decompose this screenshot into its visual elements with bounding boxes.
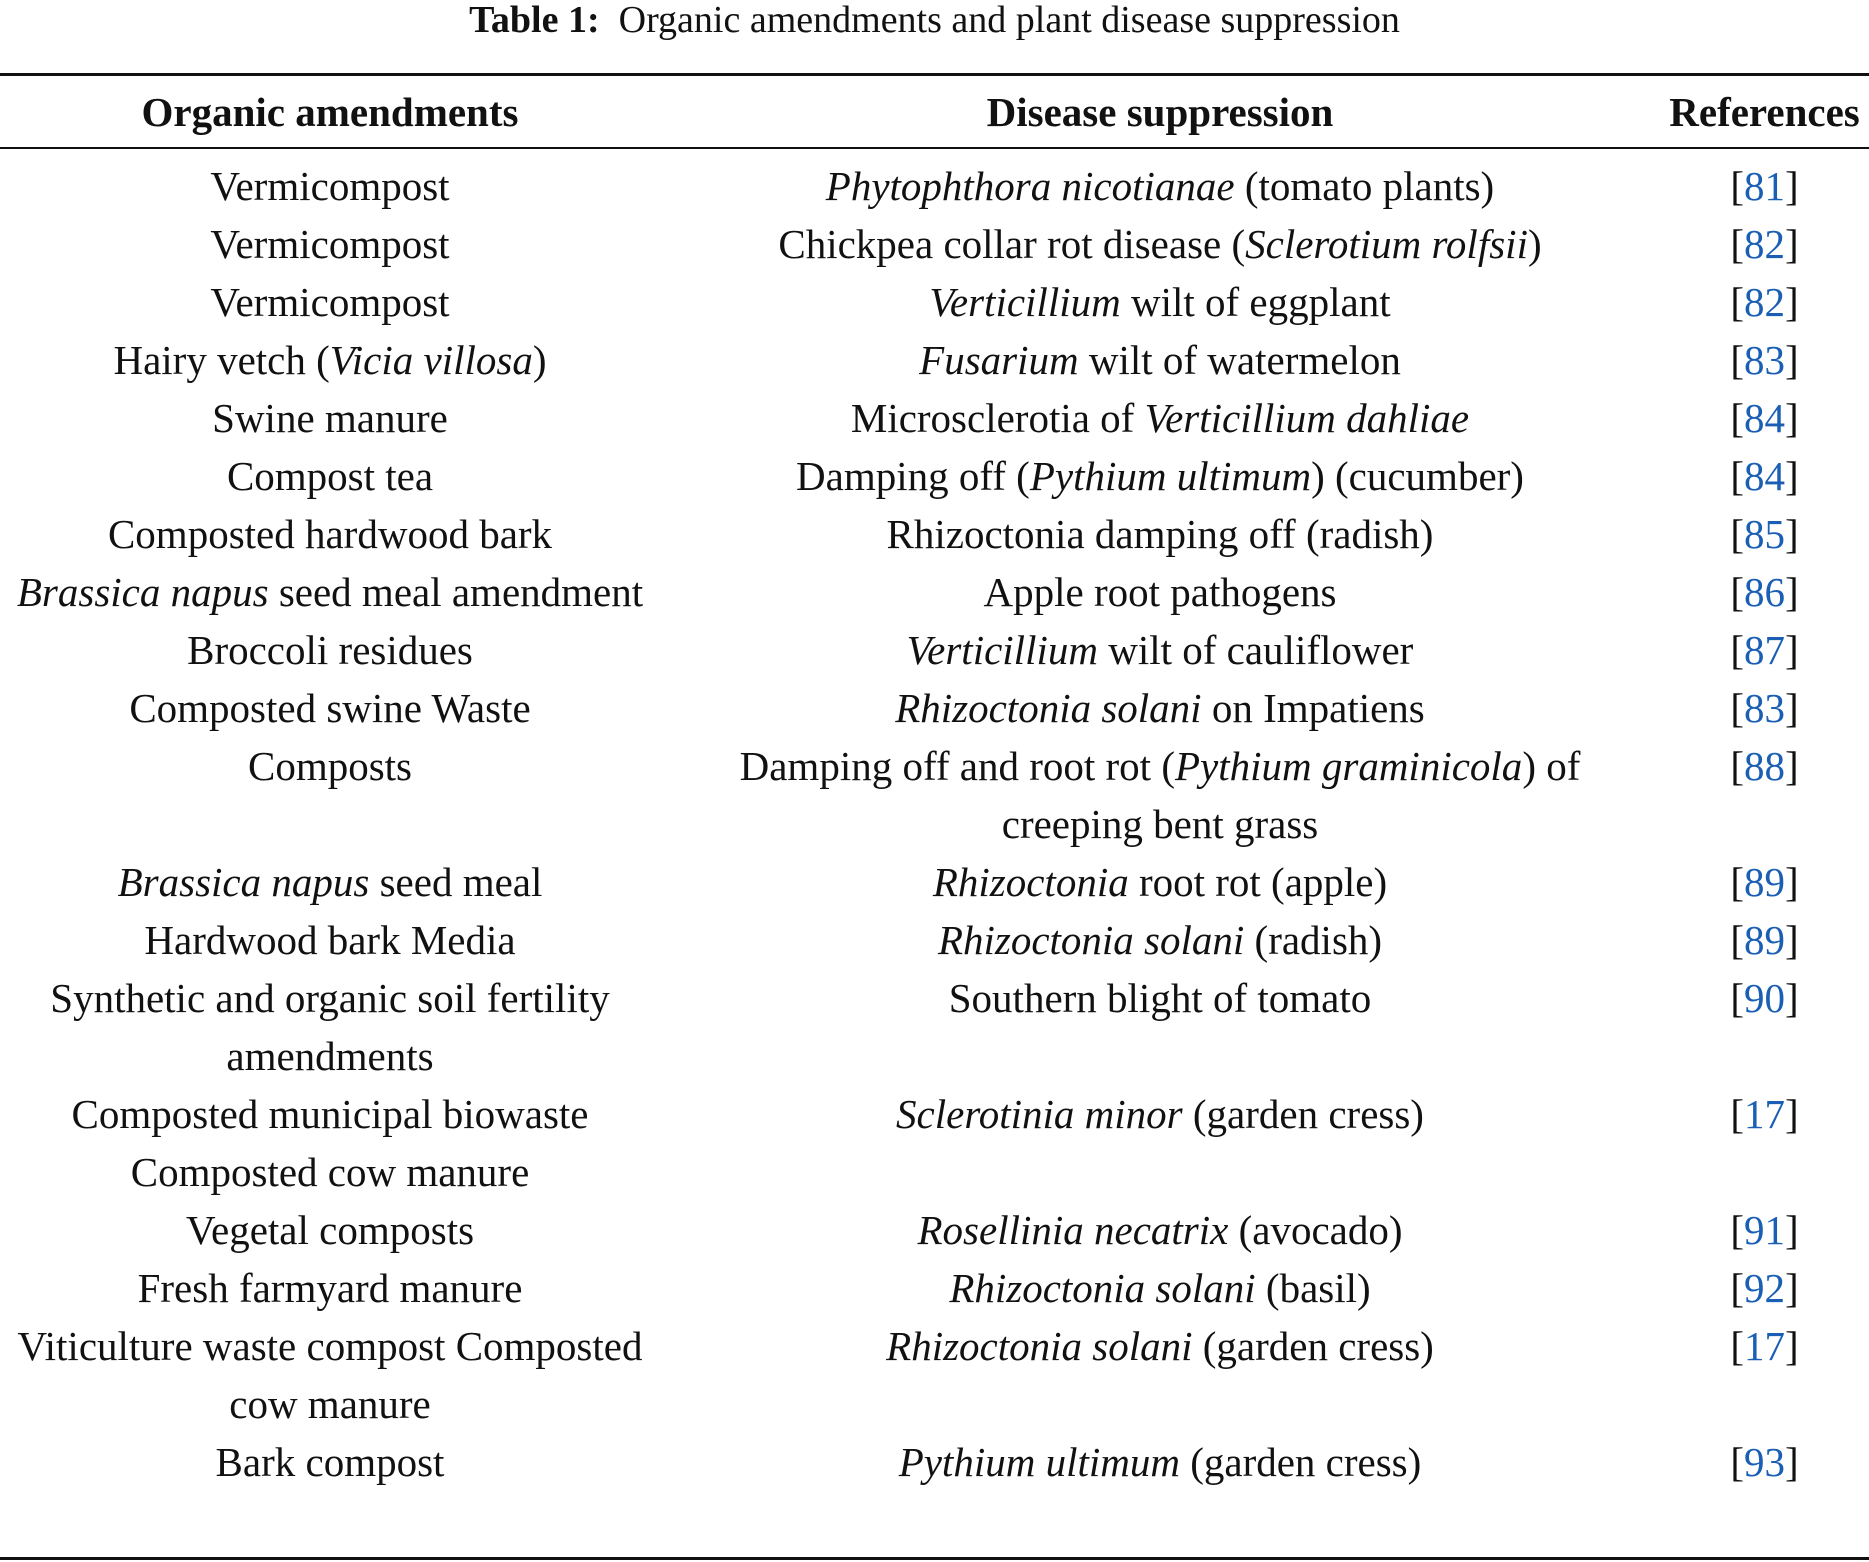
header-organic-amendments: Organic amendments xyxy=(141,88,519,135)
amendment-cell xyxy=(0,1085,660,1201)
text-run: Synthetic and organic soil fertility amendments xyxy=(50,975,610,1079)
italic-name: Verticillium xyxy=(929,279,1121,325)
amendment-cell xyxy=(0,1259,660,1317)
table-row xyxy=(0,621,1869,679)
open-bracket: [ xyxy=(1730,1207,1744,1253)
open-bracket: [ xyxy=(1730,163,1744,209)
reference-link[interactable]: 87 xyxy=(1744,627,1785,673)
italic-name: Pythium ultimum xyxy=(898,1439,1180,1485)
italic-name: Brassica napus xyxy=(16,569,269,615)
open-bracket: [ xyxy=(1730,1323,1744,1369)
open-bracket: [ xyxy=(1730,685,1744,731)
disease-cell xyxy=(660,911,1660,969)
italic-name: Pythium graminicola xyxy=(1174,743,1523,789)
open-bracket: [ xyxy=(1730,975,1744,1021)
disease-cell xyxy=(660,447,1660,505)
italic-name: Pythium ultimum xyxy=(1029,453,1312,499)
text-run: seed meal xyxy=(369,859,543,905)
text-run: Vermicompost xyxy=(210,279,450,325)
open-bracket: [ xyxy=(1730,1439,1744,1485)
close-bracket: ] xyxy=(1785,627,1799,673)
reference-link[interactable]: 91 xyxy=(1744,1207,1785,1253)
close-bracket: ] xyxy=(1785,917,1799,963)
text-run: Composts xyxy=(247,743,413,789)
open-bracket: [ xyxy=(1730,743,1744,789)
reference-cell xyxy=(1660,1201,1869,1259)
table-row xyxy=(0,273,1869,331)
amendment-cell xyxy=(0,1317,660,1433)
reference-link[interactable]: 89 xyxy=(1744,917,1785,963)
text-run: Southern blight of tomato xyxy=(948,975,1372,1021)
reference-cell xyxy=(1660,1259,1869,1317)
open-bracket: [ xyxy=(1730,859,1744,905)
amendment-cell xyxy=(0,273,660,331)
reference-cell xyxy=(1660,1317,1869,1433)
header-disease-suppression: Disease suppression xyxy=(986,88,1334,135)
close-bracket: ] xyxy=(1785,337,1799,383)
reference-cell xyxy=(1660,853,1869,911)
text-run: Hairy vetch ( xyxy=(113,337,330,383)
header-references: References xyxy=(1669,88,1860,135)
close-bracket: ] xyxy=(1785,279,1799,325)
reference-link[interactable]: 84 xyxy=(1744,395,1785,441)
reference-cell xyxy=(1660,1085,1869,1201)
open-bracket: [ xyxy=(1730,337,1744,383)
disease-cell xyxy=(660,1317,1660,1433)
reference-link[interactable]: 81 xyxy=(1744,163,1785,209)
close-bracket: ] xyxy=(1785,975,1799,1021)
reference-cell xyxy=(1660,505,1869,563)
disease-cell xyxy=(660,1259,1660,1317)
close-bracket: ] xyxy=(1785,1439,1799,1485)
text-run: Chickpea collar rot disease ( xyxy=(778,221,1246,267)
open-bracket: [ xyxy=(1730,221,1744,267)
open-bracket: [ xyxy=(1730,1265,1744,1311)
text-run: (garden cress) xyxy=(1182,1091,1424,1137)
disease-cell xyxy=(660,505,1660,563)
reference-cell xyxy=(1660,621,1869,679)
italic-name: Rhizoctonia solani xyxy=(886,1323,1193,1369)
reference-link[interactable]: 83 xyxy=(1744,337,1785,383)
italic-name: Rhizoctonia xyxy=(932,859,1129,905)
text-run: Compost tea xyxy=(226,453,434,499)
text-run: Hardwood bark Media xyxy=(144,917,516,963)
text-run: (garden cress) xyxy=(1192,1323,1434,1369)
text-run: ) (cucumber) xyxy=(1311,453,1524,499)
close-bracket: ] xyxy=(1785,453,1799,499)
amendment-cell xyxy=(0,447,660,505)
close-bracket: ] xyxy=(1785,511,1799,557)
close-bracket: ] xyxy=(1785,859,1799,905)
table-row xyxy=(0,1317,1869,1433)
reference-link[interactable]: 86 xyxy=(1744,569,1785,615)
reference-cell xyxy=(1660,563,1869,621)
amendment-cell xyxy=(0,679,660,737)
reference-link[interactable]: 90 xyxy=(1744,975,1785,1021)
reference-cell xyxy=(1660,215,1869,273)
text-run: (tomato plants) xyxy=(1234,163,1495,209)
text-run: Swine manure xyxy=(212,395,448,441)
caption-text: Organic amendments and plant disease suppression xyxy=(618,0,1400,41)
reference-cell xyxy=(1660,447,1869,505)
text-run: Viticulture waste compost Composted cow manure xyxy=(17,1323,643,1427)
disease-cell xyxy=(660,679,1660,737)
table-row xyxy=(0,563,1869,621)
reference-link[interactable]: 83 xyxy=(1744,685,1785,731)
reference-link[interactable]: 82 xyxy=(1744,221,1785,267)
close-bracket: ] xyxy=(1785,1265,1799,1311)
bottom-rule xyxy=(0,1557,1869,1560)
table-row xyxy=(0,331,1869,389)
disease-cell xyxy=(660,563,1660,621)
disease-cell xyxy=(660,389,1660,447)
header-row xyxy=(0,76,1869,147)
table-row xyxy=(0,1201,1869,1259)
text-run: (radish) xyxy=(1244,917,1383,963)
text-run: Composted swine Waste xyxy=(129,685,531,731)
disease-cell xyxy=(660,331,1660,389)
open-bracket: [ xyxy=(1730,279,1744,325)
reference-link[interactable]: 88 xyxy=(1744,743,1785,789)
reference-cell xyxy=(1660,273,1869,331)
text-run: Damping off ( xyxy=(796,453,1030,499)
table-body xyxy=(0,147,1869,1491)
text-run: on Impatiens xyxy=(1201,685,1425,731)
close-bracket: ] xyxy=(1785,743,1799,789)
disease-cell xyxy=(660,1085,1660,1201)
amendment-cell xyxy=(0,563,660,621)
text-run: root rot (apple) xyxy=(1128,859,1388,905)
table-row xyxy=(0,911,1869,969)
close-bracket: ] xyxy=(1785,221,1799,267)
open-bracket: [ xyxy=(1730,1091,1744,1137)
text-run: wilt of watermelon xyxy=(1078,337,1401,383)
amendment-cell xyxy=(0,389,660,447)
text-run: Vermicompost xyxy=(210,163,450,209)
reference-link[interactable]: 82 xyxy=(1744,279,1785,325)
table-row xyxy=(0,147,1869,215)
italic-name: Rhizoctonia solani xyxy=(895,685,1202,731)
table-caption xyxy=(0,0,1869,44)
text-run: Apple root pathogens xyxy=(983,569,1337,615)
disease-cell xyxy=(660,273,1660,331)
italic-name: Verticillium dahliae xyxy=(1144,395,1470,441)
amendment-cell xyxy=(0,621,660,679)
reference-link[interactable]: 89 xyxy=(1744,859,1785,905)
amendment-cell xyxy=(0,505,660,563)
amendment-cell xyxy=(0,911,660,969)
table-row xyxy=(0,215,1869,273)
table-row xyxy=(0,447,1869,505)
table-row xyxy=(0,679,1869,737)
text-run: ) xyxy=(532,337,547,383)
text-run: Damping off and root rot ( xyxy=(739,743,1175,789)
text-run: Composted municipal biowaste Composted cow manure xyxy=(71,1091,589,1195)
caption-label: Table 1: xyxy=(469,0,600,41)
amendment-cell xyxy=(0,147,660,215)
italic-name: Fusarium xyxy=(919,337,1079,383)
close-bracket: ] xyxy=(1785,395,1799,441)
disease-cell xyxy=(660,621,1660,679)
text-run: (garden cress) xyxy=(1179,1439,1422,1485)
reference-link[interactable]: 84 xyxy=(1744,453,1785,499)
text-run: Microsclerotia of xyxy=(850,395,1145,441)
open-bracket: [ xyxy=(1730,917,1744,963)
reference-cell xyxy=(1660,389,1869,447)
table-row xyxy=(0,737,1869,853)
reference-link[interactable]: 17 xyxy=(1744,1323,1785,1369)
disease-cell xyxy=(660,969,1660,1085)
text-run: wilt of cauliflower xyxy=(1097,627,1414,673)
close-bracket: ] xyxy=(1785,569,1799,615)
italic-name: Vicia villosa xyxy=(329,337,533,383)
close-bracket: ] xyxy=(1785,1091,1799,1137)
table-row xyxy=(0,1433,1869,1491)
reference-cell xyxy=(1660,147,1869,215)
reference-link[interactable]: 93 xyxy=(1744,1439,1785,1485)
reference-cell xyxy=(1660,679,1869,737)
amendment-cell xyxy=(0,331,660,389)
amendment-cell xyxy=(0,737,660,853)
open-bracket: [ xyxy=(1730,453,1744,499)
text-run: ) of creeping bent grass xyxy=(1001,743,1581,847)
italic-name: Rhizoctonia solani xyxy=(937,917,1245,963)
text-run: wilt of eggplant xyxy=(1120,279,1391,325)
close-bracket: ] xyxy=(1785,1323,1799,1369)
open-bracket: [ xyxy=(1730,569,1744,615)
reference-cell xyxy=(1660,1433,1869,1491)
italic-name: Verticillium xyxy=(906,627,1098,673)
disease-cell xyxy=(660,1201,1660,1259)
reference-link[interactable]: 85 xyxy=(1744,511,1785,557)
italic-name: Phytophthora nicotianae xyxy=(825,163,1235,209)
table-row xyxy=(0,969,1869,1085)
text-run: Bark compost xyxy=(215,1439,445,1485)
italic-name: Rhizoctonia solani xyxy=(949,1265,1256,1311)
amendment-cell xyxy=(0,1201,660,1259)
amendment-cell xyxy=(0,215,660,273)
reference-link[interactable]: 92 xyxy=(1744,1265,1785,1311)
text-run: Broccoli residues xyxy=(187,627,473,673)
table-row xyxy=(0,389,1869,447)
table-row xyxy=(0,1259,1869,1317)
text-run: Rhizoctonia damping off (radish) xyxy=(886,511,1434,557)
reference-cell xyxy=(1660,331,1869,389)
text-run: Vegetal composts xyxy=(185,1207,475,1253)
amendment-cell xyxy=(0,853,660,911)
disease-cell xyxy=(660,853,1660,911)
text-run: Composted hardwood bark xyxy=(107,511,553,557)
reference-link[interactable]: 17 xyxy=(1744,1091,1785,1137)
text-run: (avocado) xyxy=(1228,1207,1403,1253)
disease-cell xyxy=(660,737,1660,853)
amendments-table xyxy=(0,76,1869,1491)
open-bracket: [ xyxy=(1730,395,1744,441)
close-bracket: ] xyxy=(1785,685,1799,731)
text-run: (basil) xyxy=(1255,1265,1371,1311)
close-bracket: ] xyxy=(1785,1207,1799,1253)
open-bracket: [ xyxy=(1730,511,1744,557)
table-row xyxy=(0,853,1869,911)
table-row xyxy=(0,1085,1869,1201)
reference-cell xyxy=(1660,969,1869,1085)
text-run: Vermicompost xyxy=(210,221,450,267)
open-bracket: [ xyxy=(1730,627,1744,673)
close-bracket: ] xyxy=(1785,163,1799,209)
amendment-cell xyxy=(0,969,660,1085)
table-row xyxy=(0,505,1869,563)
text-run: ) xyxy=(1527,221,1542,267)
italic-name: Brassica napus xyxy=(117,859,370,905)
italic-name: Sclerotium rolfsii xyxy=(1245,221,1528,267)
italic-name: Rosellinia necatrix xyxy=(917,1207,1229,1253)
disease-cell xyxy=(660,1433,1660,1491)
disease-cell xyxy=(660,215,1660,273)
italic-name: Sclerotinia minor xyxy=(896,1091,1183,1137)
disease-cell xyxy=(660,147,1660,215)
text-run: Fresh farmyard manure xyxy=(137,1265,523,1311)
text-run: seed meal amendment xyxy=(268,569,644,615)
reference-cell xyxy=(1660,911,1869,969)
amendment-cell xyxy=(0,1433,660,1491)
reference-cell xyxy=(1660,737,1869,853)
